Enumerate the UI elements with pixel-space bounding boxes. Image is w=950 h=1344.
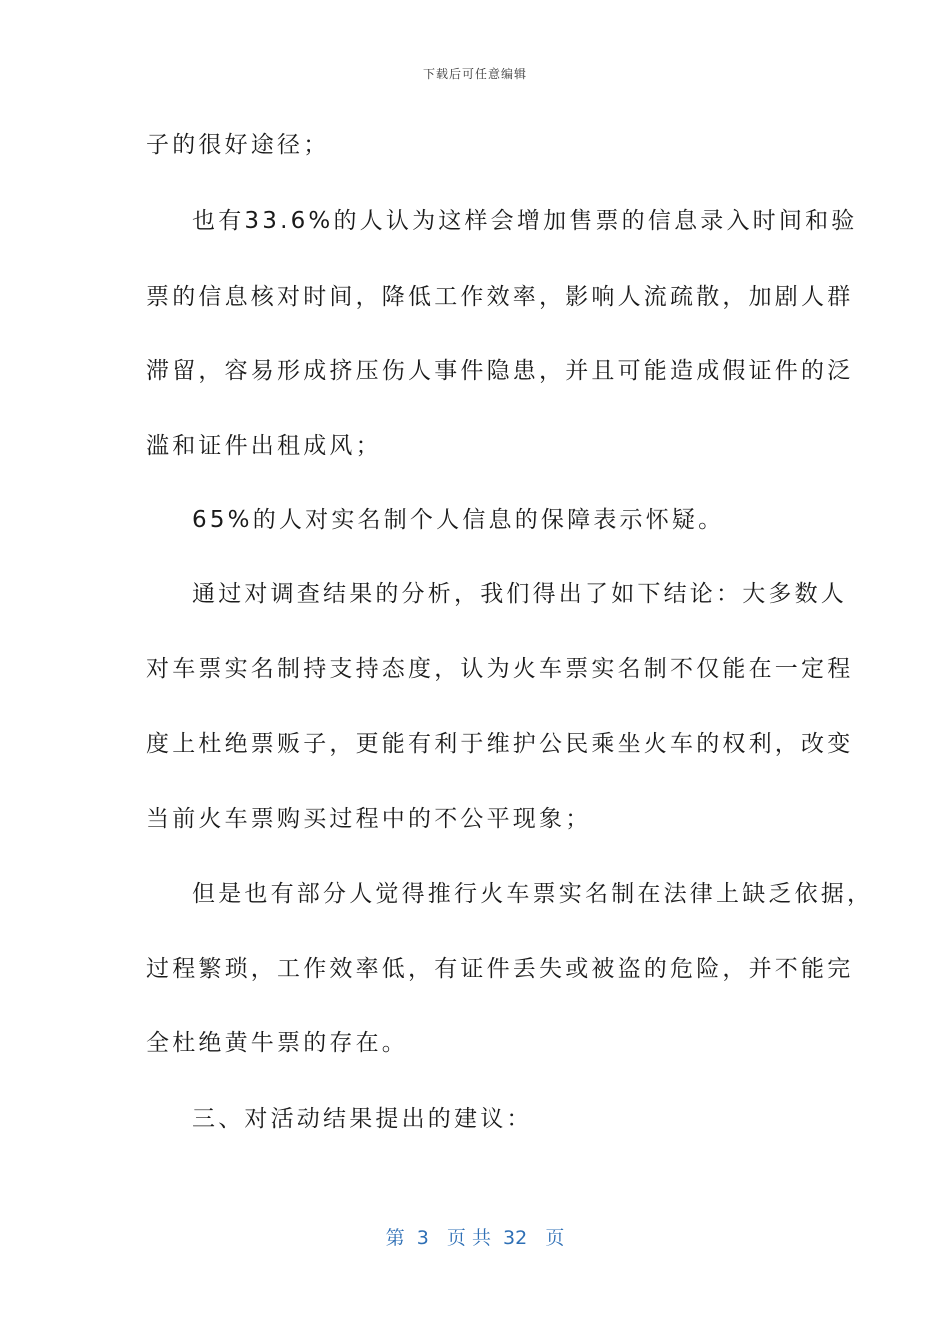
body-line: 滞留，容易形成挤压伤人事件隐患，并且可能造成假证件的泛	[146, 358, 854, 384]
body-line: 也有33.6%的人认为这样会增加售票的信息录入时间和验	[192, 208, 858, 234]
body-line: 但是也有部分人觉得推行火车票实名制在法律上缺乏依据，	[192, 881, 874, 907]
body-line: 滥和证件出租成风；	[146, 433, 382, 459]
body-line: 过程繁琐，工作效率低，有证件丢失或被盗的危险，并不能完	[146, 956, 854, 982]
body-line: 通过对调查结果的分析，我们得出了如下结论：大多数人	[192, 581, 847, 607]
body-line: 子的很好途径；	[146, 132, 330, 158]
body-line: 票的信息核对时间，降低工作效率，影响人流疏散，加剧人群	[146, 284, 854, 310]
body-line: 度上杜绝票贩子，更能有利于维护公民乘坐火车的权利，改变	[146, 731, 854, 757]
body-line: 全杜绝黄牛票的存在。	[146, 1030, 408, 1056]
page-number-footer: 第 3 页 共 32 页	[385, 1227, 565, 1249]
section-heading: 三、对活动结果提出的建议：	[192, 1106, 533, 1132]
body-line: 65%的人对实名制个人信息的保障表示怀疑。	[192, 507, 725, 533]
body-line: 当前火车票购买过程中的不公平现象；	[146, 806, 592, 832]
page-header-note: 下载后可任意编辑	[422, 67, 527, 81]
body-line: 对车票实名制持支持态度，认为火车票实名制不仅能在一定程	[146, 656, 854, 682]
